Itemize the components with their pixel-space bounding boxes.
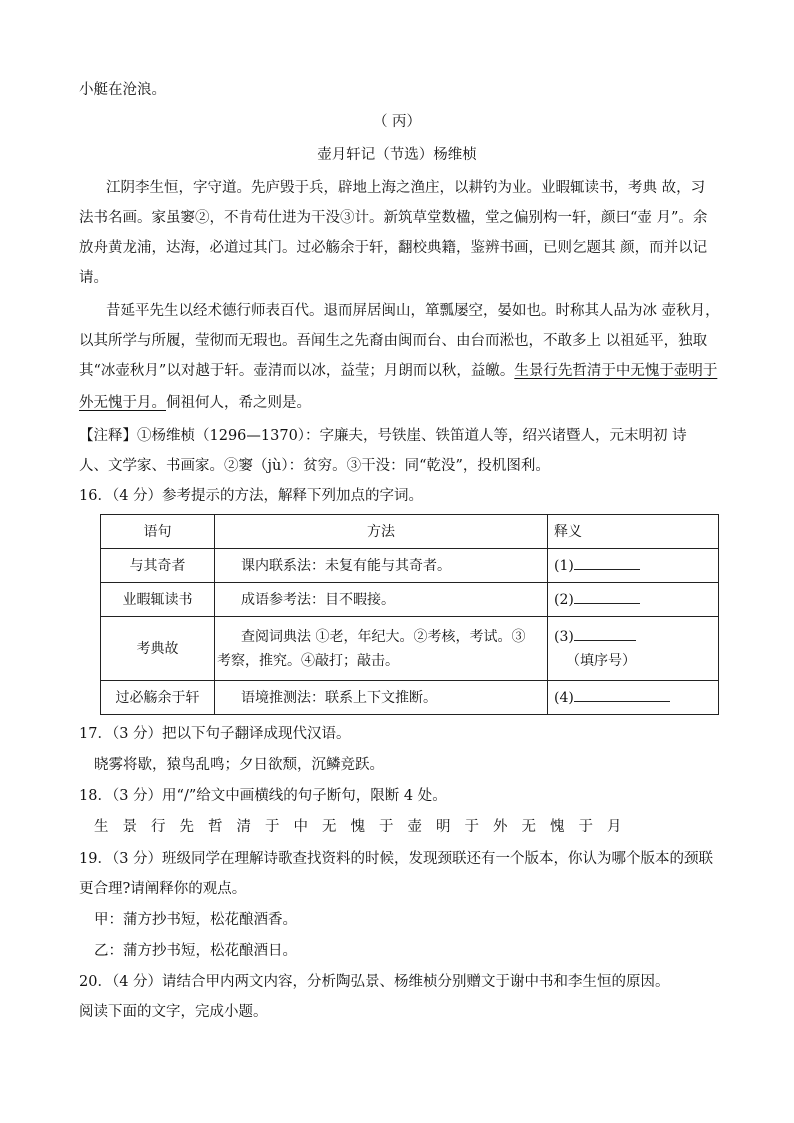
row-4-method: 语境推测法：联系上下文推断。 [215, 681, 548, 715]
paragraph-1-line-4: 请。 [79, 270, 108, 286]
row-4-answer[interactable] [548, 681, 719, 715]
question-19-option-jia: 甲：蒲方抄书短，松花酿酒香。 [94, 912, 297, 928]
row-2-answer[interactable] [548, 583, 719, 617]
row-3-answer-note: （填序号） [566, 652, 636, 669]
answer-blank-3[interactable] [574, 625, 636, 641]
table-row [101, 681, 719, 715]
underlined-sentence-part-1: 生景行先哲清于中无愧于壶明于 [514, 363, 718, 379]
paragraph-2-tail: 侗祖何人，希之则是。 [166, 395, 311, 411]
paragraph-2-line-3 [79, 361, 717, 381]
paragraph-1-line-1: 江阴李生恒，字守道。先庐毁于兵，辟地上海之渔庄，以耕钓为业。业暇辄读书，考典 故，习 [106, 180, 706, 196]
row-3-answer-label: (3) [554, 628, 574, 645]
question-19-line-2: 更合理?请阐释你的观点。 [79, 881, 247, 897]
reading-instruction: 阅读下面的文字，完成小题。 [79, 1004, 268, 1020]
method-table [100, 514, 719, 715]
paragraph-2-line-4 [79, 393, 311, 413]
header-method: 方法 [215, 515, 548, 549]
paragraph-2-line-1: 昔延平先生以经术德行师表百代。退而屏居闽山，箪瓢屡空，晏如也。时称其人品为冰 壶秋月， [106, 303, 720, 319]
row-3-answer[interactable] [548, 617, 719, 681]
answer-blank-4[interactable] [574, 686, 670, 702]
answer-blank-1[interactable] [574, 554, 640, 570]
row-1-method: 课内联系法：未复有能与其奇者。 [215, 549, 548, 583]
row-2-sentence: 业暇辄读书 [101, 583, 215, 617]
paragraph-2-line-3-text: 其“冰壶秋月”以对越于轩。壶清而以冰，益莹；月朗而以秋，益皦。 [79, 363, 515, 379]
question-19-option-yi: 乙：蒲方抄书短，松花酿酒日。 [94, 943, 297, 959]
header-sentence: 语句 [101, 515, 215, 549]
question-20: 20．（4 分）请结合甲内两文内容，分析陶弘景、杨维桢分别赠文于谢中书和李生恒的原因。 [79, 974, 670, 990]
paragraph-2-line-2: 以其所学与所履，莹彻而无瑕也。吾闻生之先裔由闽而台、由台而淞也，不敢多上 以祖延平，独取 [79, 333, 708, 349]
table-row [101, 549, 719, 583]
paragraph-1-line-3: 放舟黄龙浦，达海，必道过其门。过必觞余于轩，翻校典籍，鉴辨书画，已则乞题其 颜，而并以记 [79, 240, 708, 256]
question-17: 17．（3 分）把以下句子翻译成现代汉语。 [79, 726, 351, 742]
question-18-text: 生景行先哲清于中无愧于壶明于外无愧于月 [94, 819, 636, 835]
passage-title: 壶月轩记（节选）杨维桢 [317, 147, 477, 163]
row-4-sentence: 过必觞余于轩 [101, 681, 215, 715]
annotation-line-2: 人、文学家、书画家。②窭（jù）：贫穷。③干没：同“乾没”，投机图利。 [79, 458, 550, 474]
question-17-text: 晓雾将歇，猿鸟乱鸣；夕日欲颓，沉鳞竞跃。 [94, 757, 384, 773]
row-2-method: 成语参考法：目不暇接。 [215, 583, 548, 617]
row-3-method [215, 617, 548, 681]
row-2-answer-label: (2) [554, 591, 574, 608]
header-meaning: 释义 [548, 515, 719, 549]
question-19-line-1: 19．（3 分）班级同学在理解诗歌查找资料的时候，发现颈联还有一个版本，你认为哪个版本的颈联 [79, 851, 714, 867]
paragraph-1-line-2: 法书名画。家虽窭②，不肯苟仕进为干没③计。新筑草堂数楹，堂之偏别构一轩，颜曰“壶 月”。余 [79, 210, 708, 226]
previous-text-tail: 小艇在沧浪。 [79, 82, 166, 98]
question-16: 16．（4 分）参考提示的方法，解释下列加点的字词。 [79, 488, 424, 504]
row-3-method-line-1: 查阅词典法 ①老，年纪大。②考核，考试。③ [241, 628, 526, 645]
row-3-method-line-2: 考察，推究。④敲打；敲击。 [217, 652, 399, 669]
section-label: （ 丙） [372, 114, 422, 130]
table-header-row [101, 515, 719, 549]
row-3-sentence: 考典故 [101, 617, 215, 681]
annotation-line-1: 【注释】①杨维桢（1296—1370）：字廉夫，号铁崖、铁笛道人等，绍兴诸暨人，元末明初 诗 [79, 428, 687, 444]
answer-blank-2[interactable] [574, 588, 640, 604]
table-row [101, 583, 719, 617]
row-4-answer-label: (4) [554, 689, 574, 706]
underlined-sentence-part-2: 外无愧于月。 [79, 395, 166, 411]
row-1-answer[interactable] [548, 549, 719, 583]
row-1-answer-label: (1) [554, 557, 574, 574]
table-row [101, 617, 719, 681]
question-18: 18．（3 分）用“/”给文中画横线的句子断句，限断 4 处。 [79, 788, 447, 804]
row-1-sentence: 与其奇者 [101, 549, 215, 583]
